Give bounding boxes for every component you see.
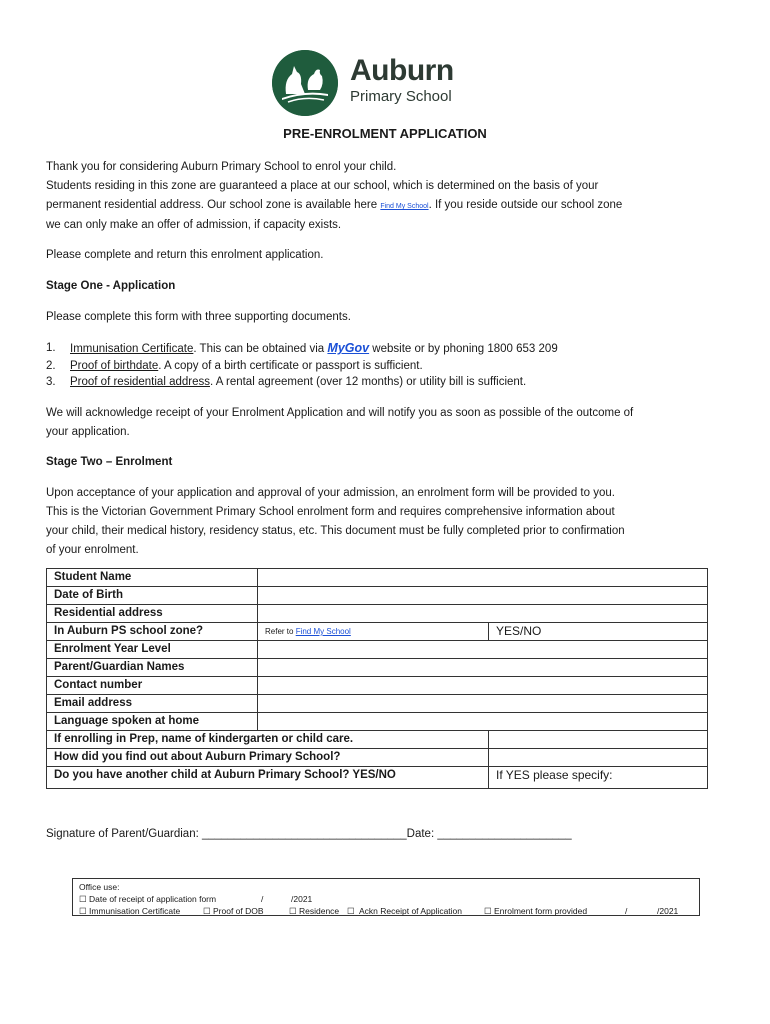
- office-residence-label: Residence: [299, 906, 340, 916]
- office-heading: Office use:: [79, 882, 120, 892]
- stage-two-line-1: Upon acceptance of your application and approval of your admission, an enrolment form will be provided to you.: [46, 487, 615, 499]
- office-ackn-label: Ackn Receipt of Application: [359, 906, 463, 916]
- office-row-receipt: [79, 893, 693, 905]
- table-row: [47, 749, 708, 767]
- find-my-school-link[interactable]: Find My School: [380, 203, 429, 210]
- zone-reference-text: Refer to: [265, 627, 296, 636]
- receipt-slash: /: [261, 894, 264, 904]
- office-use-box: [72, 878, 700, 916]
- stage-two-line-2: This is the Victorian Government Primary School enrolment form and requires comprehensive information about: [46, 506, 615, 518]
- list-item-text: . A copy of a birth certificate or passport is sufficient.: [158, 359, 423, 372]
- receipt-label: Date of receipt of application form: [89, 894, 217, 904]
- student-name-field[interactable]: [258, 569, 708, 587]
- list-item: [46, 358, 736, 375]
- list-item-text-end: website or by phoning 1800 653 209: [369, 343, 558, 355]
- table-row: [47, 695, 708, 713]
- language-field[interactable]: [258, 713, 708, 731]
- stage-two-heading: [46, 453, 736, 472]
- intro-line-3-text: permanent residential address. Our school zone is available here: [46, 199, 381, 211]
- list-item-title: Proof of birthdate: [70, 359, 159, 372]
- address-field[interactable]: [258, 605, 708, 623]
- zone-label: In Auburn PS school zone?: [47, 623, 258, 641]
- email-field[interactable]: [258, 695, 708, 713]
- list-item-text: . This can be obtained via: [193, 343, 328, 355]
- list-number: 3.: [46, 376, 56, 388]
- office-immunisation-label: Immunisation Certificate: [89, 906, 181, 916]
- page-title: PRE-ENROLMENT APPLICATION: [283, 126, 487, 141]
- table-row: [47, 623, 708, 641]
- intro-line-1: Thank you for considering Auburn Primary School to enrol your child.: [46, 161, 397, 173]
- receipt-year: /2021: [291, 894, 313, 904]
- office-dob-label: Proof of DOB: [213, 906, 264, 916]
- found-out-label: How did you find out about Auburn Primary School?: [47, 749, 489, 767]
- return-instruction: Please complete and return this enrolment application.: [46, 249, 324, 261]
- zone-reference: [258, 623, 489, 641]
- intro-paragraph: [46, 158, 736, 235]
- stage-one-text: Please complete this form with three supporting documents.: [46, 311, 351, 323]
- checkbox-icon[interactable]: ☐: [79, 906, 87, 916]
- year-level-label: Enrolment Year Level: [47, 641, 258, 659]
- language-label: Language spoken at home: [47, 713, 258, 731]
- student-name-label: Student Name: [47, 569, 258, 587]
- signature-date-field[interactable]: Date: _____________________: [406, 828, 572, 840]
- logo-subtitle: Primary School: [350, 88, 452, 105]
- address-label: Residential address: [47, 605, 258, 623]
- found-out-field[interactable]: [489, 749, 708, 767]
- intro-line-2: Students residing in this zone are guaranteed a place at our school, which is determined on the basis of your: [46, 180, 599, 192]
- table-row: [47, 767, 708, 789]
- table-row: [47, 659, 708, 677]
- contact-label: Contact number: [47, 677, 258, 695]
- checkbox-icon[interactable]: ☐: [203, 906, 211, 916]
- list-item-title: Proof of residential address: [70, 376, 210, 388]
- parents-label: Parent/Guardian Names: [47, 659, 258, 677]
- acknowledge-line-1: We will acknowledge receipt of your Enrolment Application and will notify you as soon as possible of the outcome of: [46, 407, 634, 419]
- office-row-checks: [79, 905, 693, 917]
- table-row: [47, 569, 708, 587]
- sibling-specify-field[interactable]: If YES please specify:: [489, 767, 708, 789]
- stage-two-heading-text: Stage Two – Enrolment: [46, 456, 173, 468]
- sibling-label: Do you have another child at Auburn Primary School? YES/NO: [47, 767, 489, 789]
- list-item: [46, 340, 736, 358]
- enrol-year: /2021: [657, 906, 679, 916]
- parents-field[interactable]: [258, 659, 708, 677]
- list-number: 2.: [46, 359, 56, 372]
- signature-field[interactable]: Signature of Parent/Guardian: ________________________________: [46, 828, 407, 840]
- year-level-field[interactable]: [258, 641, 708, 659]
- intro-line-4: we can only make an offer of admission, if capacity exists.: [46, 219, 342, 231]
- checkbox-icon[interactable]: ☐: [289, 906, 297, 916]
- acknowledge-paragraph: [46, 404, 736, 442]
- checkbox-icon[interactable]: ☐: [79, 894, 87, 904]
- stage-one-heading-text: Stage One - Application: [46, 280, 176, 292]
- zone-yes-no-field[interactable]: YES/NO: [489, 623, 708, 641]
- acknowledge-line-2: your application.: [46, 426, 130, 438]
- office-enrol-form-label: Enrolment form provided: [494, 906, 588, 916]
- intro-line-3: [46, 196, 736, 216]
- list-item-title: Immunisation Certificate: [70, 343, 194, 355]
- zone-find-my-school-link[interactable]: Find My School: [295, 627, 351, 636]
- checkbox-icon[interactable]: ☐: [347, 906, 355, 916]
- table-row: [47, 731, 708, 749]
- mygov-link[interactable]: MyGov: [327, 341, 370, 355]
- checkbox-icon[interactable]: ☐: [484, 906, 492, 916]
- table-row: [47, 677, 708, 695]
- logo-emblem-icon: [272, 50, 338, 116]
- stage-two-paragraph: [46, 484, 736, 560]
- signature-line: [46, 828, 572, 840]
- intro-line-3-text-end: . If you reside outside our school zone: [428, 199, 623, 211]
- dob-label: Date of Birth: [47, 587, 258, 605]
- kinder-field[interactable]: [489, 731, 708, 749]
- school-logo: [272, 50, 472, 116]
- table-row: [47, 641, 708, 659]
- table-row: [47, 713, 708, 731]
- enrolment-form-table: [46, 568, 708, 789]
- list-item-text: . A rental agreement (over 12 months) or utility bill is sufficient.: [210, 376, 527, 388]
- stage-two-line-4: of your enrolment.: [46, 544, 139, 556]
- dob-field[interactable]: [258, 587, 708, 605]
- stage-one-heading: [46, 277, 736, 296]
- documents-list: [46, 340, 736, 391]
- table-row: [47, 587, 708, 605]
- enrol-slash: /: [625, 906, 628, 916]
- stage-two-line-3: your child, their medical history, residency status, etc. This document must be fully completed prior to confirmation: [46, 525, 625, 537]
- contact-field[interactable]: [258, 677, 708, 695]
- email-label: Email address: [47, 695, 258, 713]
- logo-name: Auburn: [350, 54, 454, 87]
- kinder-label: If enrolling in Prep, name of kindergarten or child care.: [47, 731, 489, 749]
- list-number: 1.: [46, 342, 56, 354]
- list-item: [46, 374, 736, 391]
- table-row: [47, 605, 708, 623]
